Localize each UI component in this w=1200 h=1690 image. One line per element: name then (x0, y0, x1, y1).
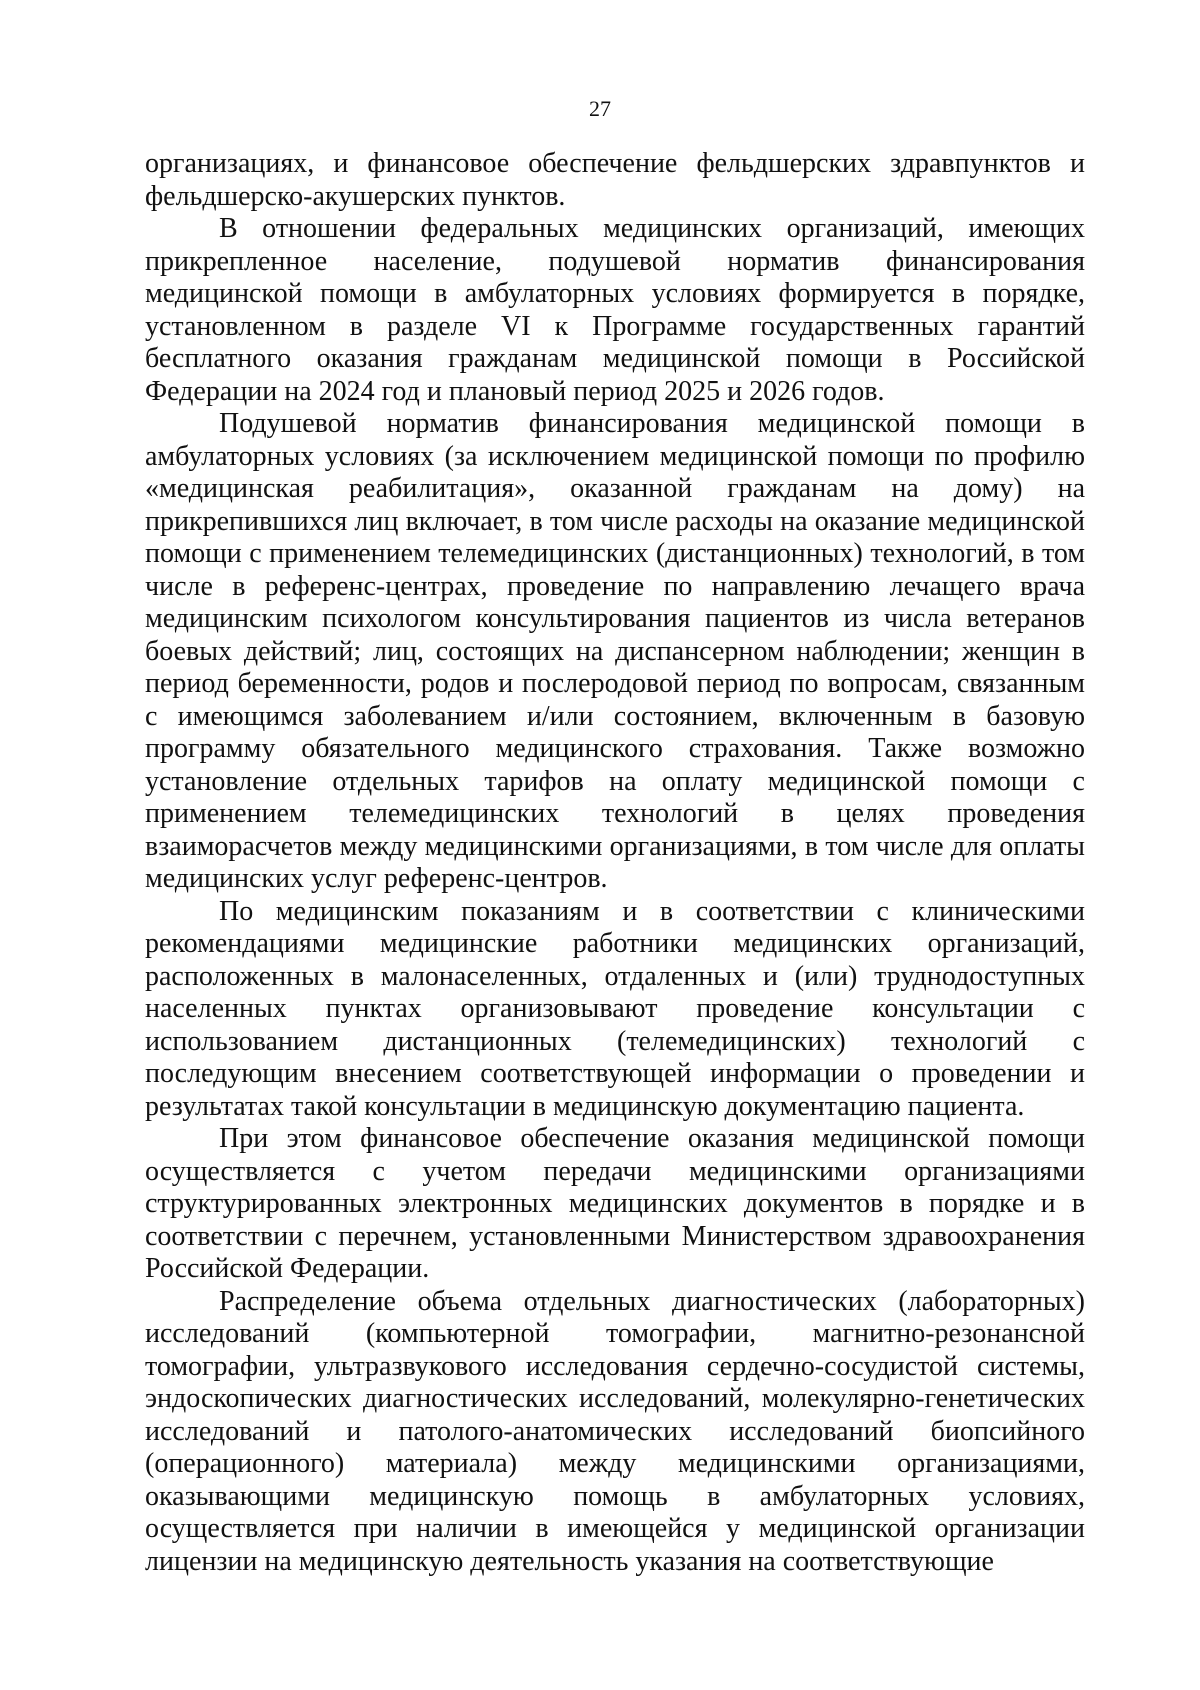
paragraph-continuation: организациях, и финансовое обеспечение фельдшерских здравпунктов и фельдшерско-акушерских пунктов. (145, 148, 1085, 212)
paragraph-diagnostic-distribution: Распределение объема отдельных диагностических (лабораторных) исследований (компьютерной томографии, магнитно-резонансной томографии, ультразвукового исследования сердечно-сосудистой системы, эндоскопических диагностических исследований, молекулярно-генетических исследований и патолого-анатомических исследований биопсийного (операционного) материала) между медицинскими организациями, оказывающими медицинскую помощь в амбулаторных условиях, осуществляется при наличии в имеющейся у медицинской организации лицензии на медицинскую деятельность указания на соответствующие (145, 1285, 1085, 1577)
paragraph-financial-support: При этом финансовое обеспечение оказания медицинской помощи осуществляется с учетом передачи медицинскими организациями структурированных электронных медицинских документов в порядке и в соответствии с перечнем, установленными Министерством здравоохранения Российской Федерации. (145, 1123, 1085, 1284)
paragraph-telemedicine-consultations: По медицинским показаниям и в соответствии с клиническими рекомендациями медицинские работники медицинских организаций, расположенных в малонаселенных, отдаленных и (или) труднодоступных населенных пунктах организовывают проведение консультации с использованием дистанционных (телемедицинских) технологий с последующим внесением соответствующей информации о проведении и результатах такой консультации в медицинскую документацию пациента. (145, 895, 1085, 1122)
document-body (145, 148, 1085, 1578)
paragraph-per-capita-standard: Подушевой норматив финансирования медицинской помощи в амбулаторных условиях (за исключением медицинской помощи по профилю «медицинская реабилитация», оказанной гражданам на дому) на прикрепившихся лиц включает, в том числе расходы на оказание медицинской помощи с применением телемедицинских (дистанционных) технологий, в том числе в референс-центрах, проведение по направлению лечащего врача медицинским психологом консультирования пациентов из числа ветеранов боевых действий; лиц, состоящих на диспансерном наблюдении; женщин в период беременности, родов и послеродовой период по вопросам, связанным с имеющимся заболеванием и/или состоянием, включенным в базовую программу обязательного медицинского страхования. Также возможно установление отдельных тарифов на оплату медицинской помощи с применением телемедицинских технологий в целях проведения взаиморасчетов между медицинскими организациями, в том числе для оплаты медицинских услуг референс-центров. (145, 408, 1085, 894)
page-number: 27 (589, 96, 611, 121)
paragraph-federal-organizations: В отношении федеральных медицинских организаций, имеющих прикрепленное население, подушевой норматив финансирования медицинской помощи в амбулаторных условиях формируется в порядке, установленном в разделе VI к Программе государственных гарантий бесплатного оказания гражданам медицинской помощи в Российской Федерации на 2024 год и плановый период 2025 и 2026 годов. (145, 213, 1085, 407)
